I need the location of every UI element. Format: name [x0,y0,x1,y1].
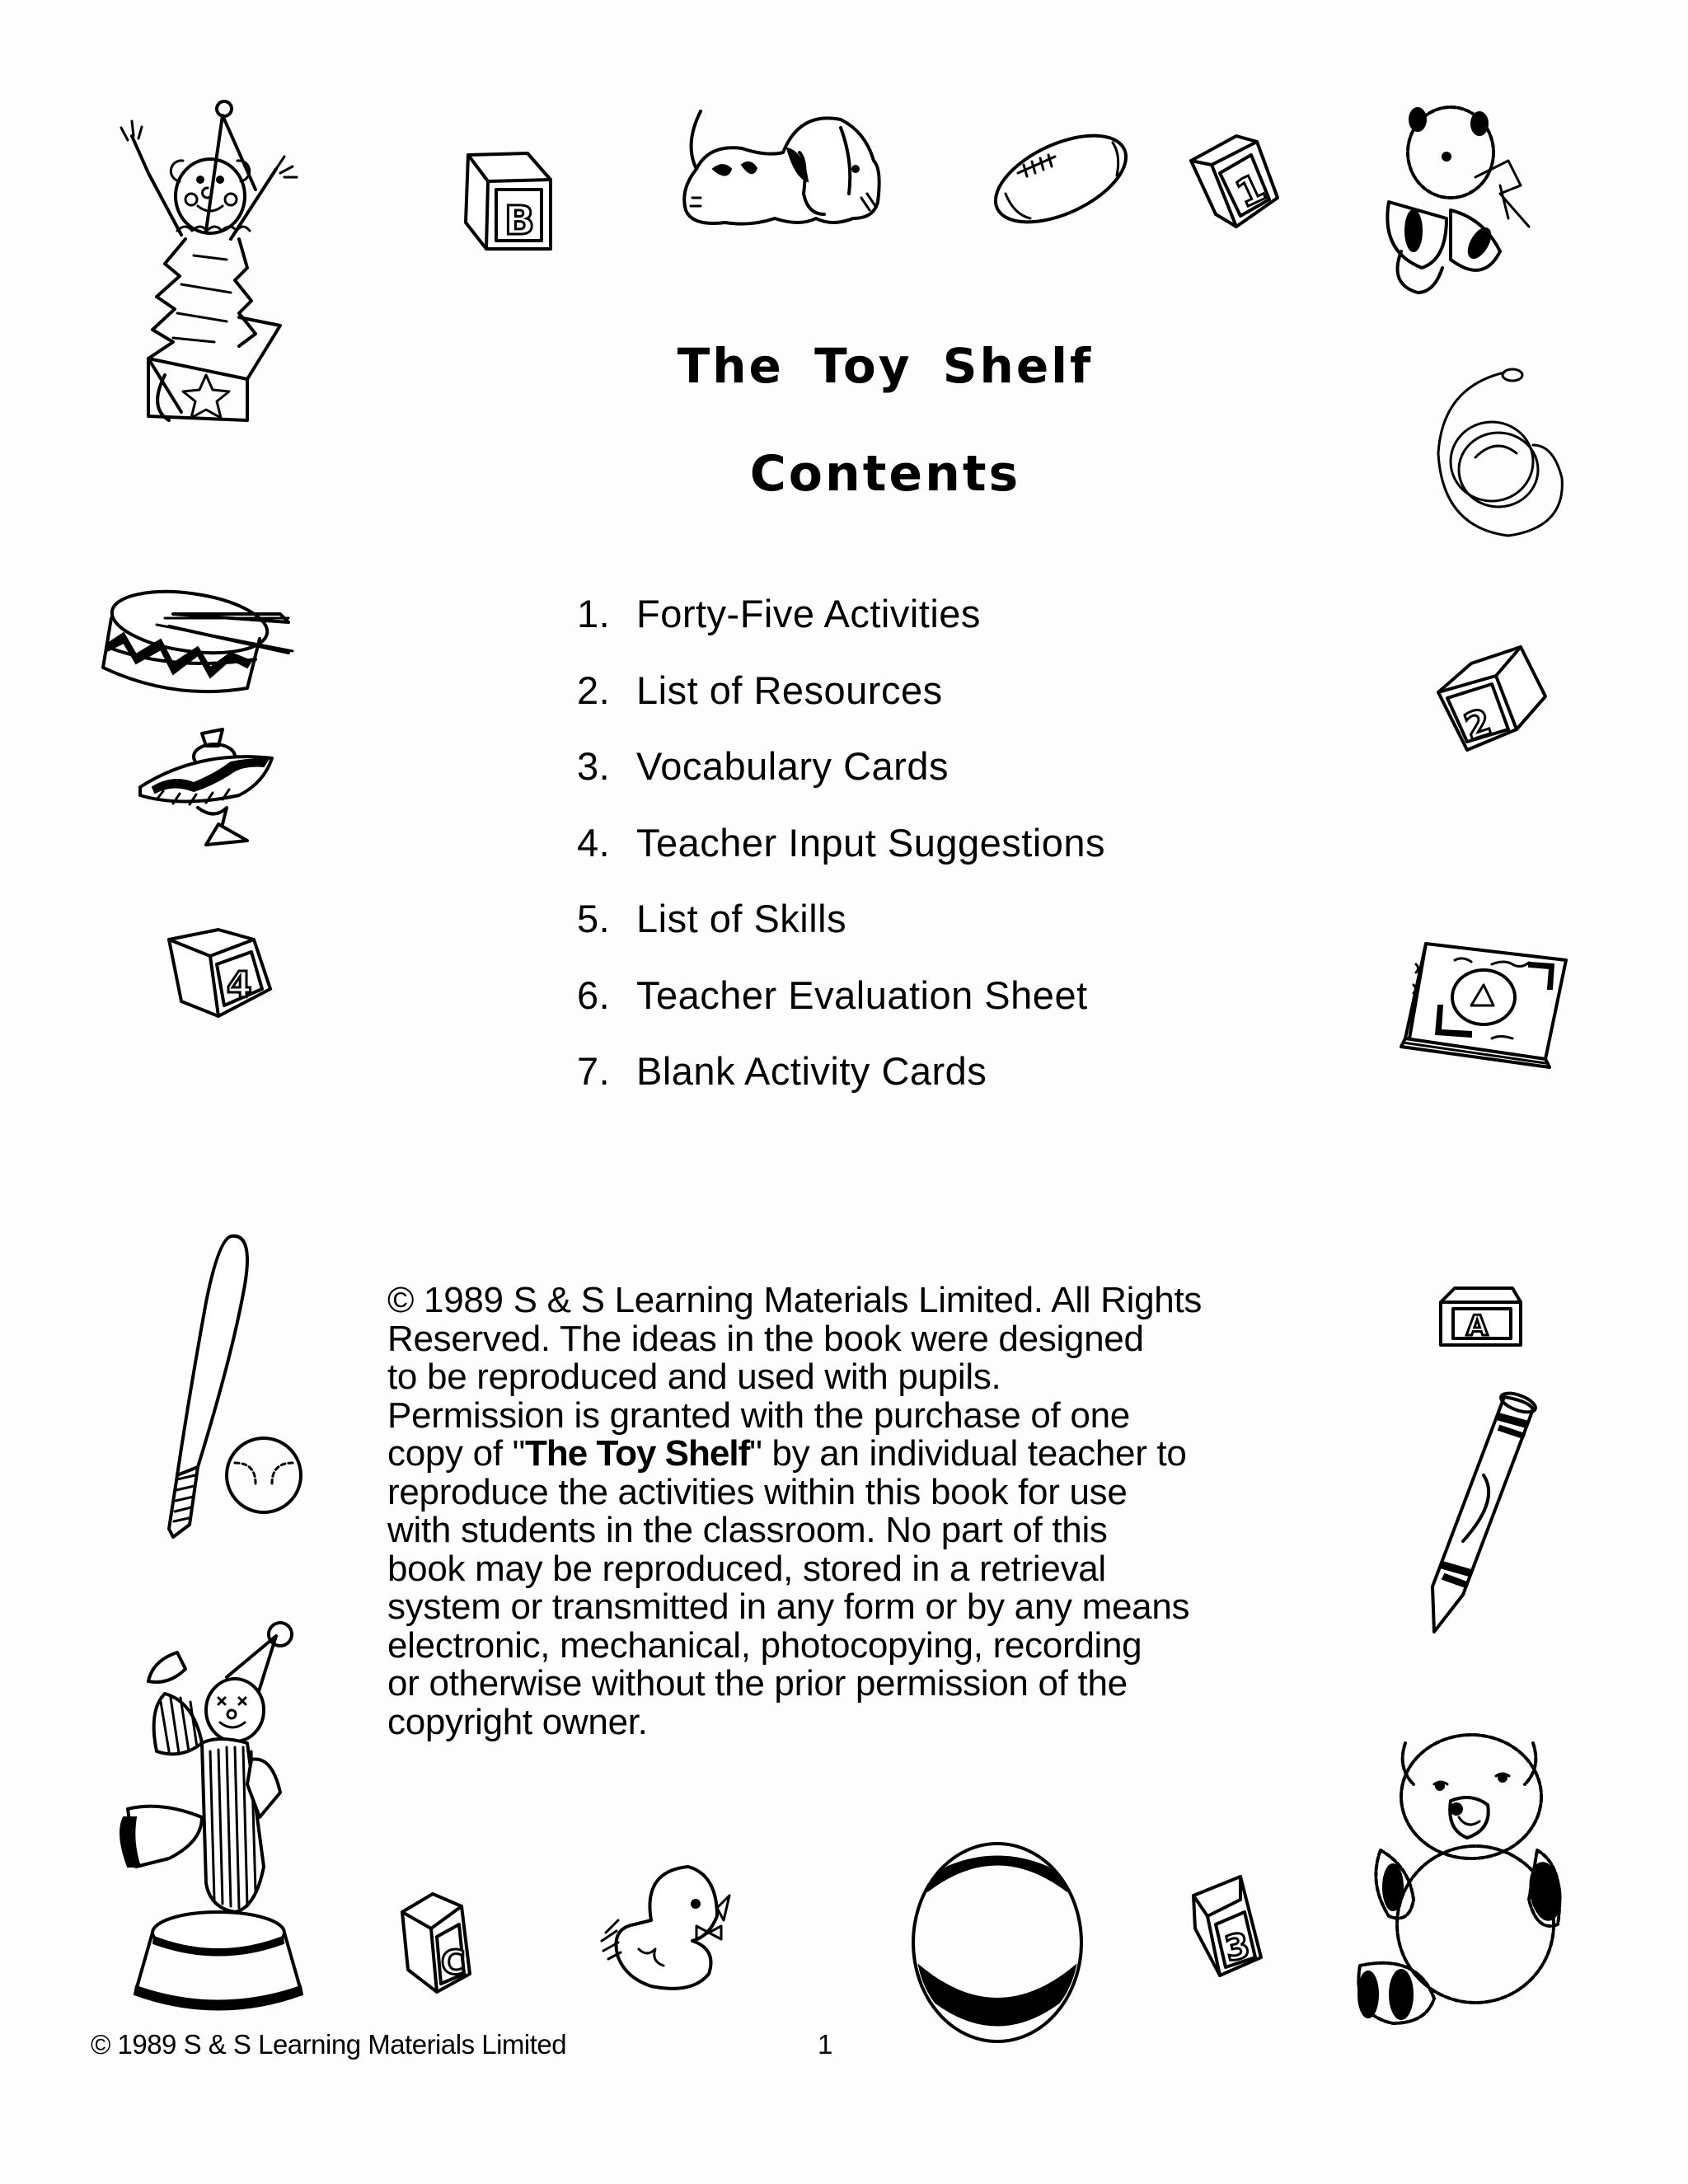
item-label: List of Skills [636,897,847,940]
item-label: Vocabulary Cards [636,744,949,788]
block-letter: A [1466,1310,1489,1343]
contents-item [577,1047,1105,1123]
teddy-bear-top-illustration [1385,95,1558,293]
football-icon [989,136,1133,223]
block-letter: B [504,198,535,244]
copyright-line: Permission is granted with the purchase of one [387,1394,1130,1436]
copyright-notice [387,1282,1343,1741]
item-label: Teacher Evaluation Sheet [636,972,1088,1017]
page-number: 1 [818,2029,833,2060]
copyright-line: with students in the classroom. No part of this [387,1510,1108,1550]
block-number: 3 [1221,1924,1254,1970]
item-number: 5. [577,897,611,940]
copyright-line: electronic, mechanical, photocopying, recording [387,1624,1142,1666]
item-number: 4. [577,820,611,865]
contents-item [577,742,1105,818]
copyright-line: © 1989 S & S Learning Materials Limited. All Rights [387,1280,1203,1320]
item-label: List of Resources [636,668,943,712]
item-label: Blank Activity Cards [636,1049,987,1093]
item-number: 7. [577,1049,611,1093]
copyright-line: Reserved. The ideas in the book were designed [387,1318,1144,1359]
contents-list [577,589,1105,1123]
copyright-line: system or transmitted in any form or by any means [387,1586,1190,1627]
alphabet-block-b-icon [462,148,560,251]
item-number: 2. [577,668,611,712]
copyright-text: " by an individual teacher to [749,1433,1187,1474]
document-title: The Toy Shelf [677,338,1094,394]
crayon-icon [1418,1385,1550,1640]
copyright-line: to be reproduced and used with pupils. [387,1357,1001,1397]
block-number: 1 [1229,164,1273,217]
number-block-1-icon [1187,132,1286,235]
block-number: 2 [1459,701,1497,749]
number-block-3-icon [1191,1875,1269,1978]
drum-icon [99,585,297,701]
copyright-line: book may be reproduced, stored in a retrieval [387,1548,1106,1589]
item-number: 3. [577,744,611,788]
item-number: 1. [577,592,611,635]
item-number: 6. [577,972,611,1017]
book-title-bold: The Toy Shelf [525,1433,750,1474]
duckling-illustration [593,1858,738,1994]
yo-yo-icon [1409,354,1574,544]
jack-in-the-box-illustration [115,91,313,429]
item-label: Forty-Five Activities [636,592,981,635]
contents-item [577,666,1105,743]
spinning-top-icon [132,725,280,849]
copyright-line: reproduce the activities within this book for use [387,1471,1128,1512]
block-number: 4 [227,964,252,1006]
item-label: Teacher Input Suggestions [636,820,1106,865]
alphabet-block-a-icon [1438,1286,1525,1347]
block-letter: C [441,1944,466,1982]
contents-item [577,894,1105,971]
contents-heading: Contents [749,445,1021,503]
teddy-bear-bottom-illustration [1348,1718,1578,2032]
number-block-4-icon [165,927,276,1022]
contents-item [577,971,1105,1047]
beach-ball-icon [911,1842,1084,2044]
copyright-text: copy of " [387,1433,526,1474]
copyright-line: or otherwise without the prior permission of the [387,1663,1128,1704]
alphabet-block-c-icon [400,1891,474,1994]
puppy-illustration [676,111,960,235]
copyright-line [387,1435,1343,1474]
footer-copyright: © 1989 S & S Learning Materials Limited [91,2029,567,2060]
contents-item [577,589,1105,666]
copyright-line: copyright owner. [387,1701,648,1742]
baseball-bat-and-ball-illustration [140,1228,305,1549]
number-block-2-icon [1434,647,1550,754]
contents-item [577,818,1105,895]
clown-on-pedestal-illustration [111,1619,326,2015]
storybook-illustration [1393,940,1574,1071]
